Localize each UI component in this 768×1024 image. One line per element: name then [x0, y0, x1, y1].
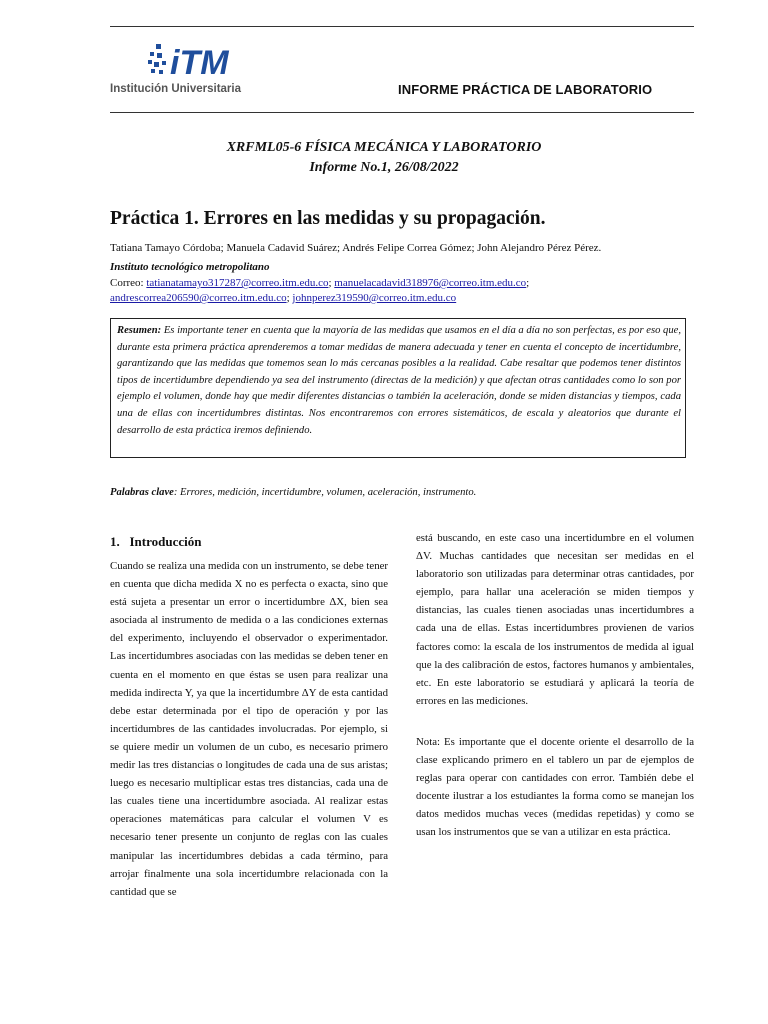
authors: Tatiana Tamayo Córdoba; Manuela Cadavid Suárez; Andrés Felipe Correa Gómez; John Alejandro Pérez Pérez.	[110, 242, 602, 254]
keywords	[110, 487, 476, 498]
report-header-title: INFORME PRÁCTICA DE LABORATORIO	[398, 82, 653, 97]
email-line-1	[110, 277, 529, 289]
abstract-label: Resumen:	[117, 325, 162, 336]
email-line-2	[110, 292, 456, 304]
email-link-3[interactable]: andrescorrea206590@correo.itm.edu.co	[110, 292, 287, 304]
note-paragraph: Nota: Es importante que el docente oriente el desarrollo de la clase explicando primero en el tablero un par de ejemplos de reglas para operar con cantidades con error. También debe el docente ilustrar a los estudiantes la forma como se manejan los datos medidos muchas veces (medidas repetidas) y como se usan los instrumentos que se van a utilizar en esta práctica.	[416, 736, 694, 839]
intro-paragraph-left: Cuando se realiza una medida con un instrumento, se debe tener en cuenta que dicha medida X no es perfecta o exacta, sino que está sujeta a presentar un error o incertidumbre ΔX, bien sea asociada al instrumento de medida o a las condiciones externas del experimento, incluyendo el observador o experimentador. Las incertidumbres asociadas con las medidas se deben tener en cuenta en el momento en que éstas se usen para realizar una medida indirecta Y, ya que la incertidumbre ΔY de esta cantidad debe estar determinada por el tipo de operación y por las incertidumbres de las cantidades involucradas. Por ejemplo, si se quiere medir un volumen de un cubo, es necesario primero medir las tres distancias o longitudes de cada una de sus aristas; luego es necesario multiplicar estas tres distancias, cada una de las cuales tiene una incertidumbre asociada. Al realizar estas operaciones matemáticas para calcular el volumen V es necesario tener presente un conjunto de reglas con las cuales manipular las incertidumbres debidas a cada término, para arrojar finalmente una sola incertidumbre relacionada con la cantidad que se	[110, 560, 388, 898]
email-separator: ;	[526, 277, 530, 289]
abstract-text	[117, 323, 681, 439]
intro-paragraph-right: está buscando, en este caso una incertidumbre en el volumen ΔV. Muchas cantidades que necesitan ser medidas en el laboratorio son utilizadas para determinar otras cantidades, por ejemplo, para hallar una aceleración se miden tiempos y distancias, las cuales tienen asociadas unas incertidumbres a cada una de ellas. Estas incertidumbres provienen de varios factores como: la escala de los instrumentos de medida al igual que la des calibración de estos, factores humanos y ambientales, etc. En este laboratorio se estudiará y aplicará la teoría de errores en las mediciones.	[416, 532, 694, 707]
email-link-1[interactable]: tatianatamayo317287@correo.itm.edu.co	[146, 277, 329, 289]
logo-caption: Institución Universitaria	[110, 83, 242, 95]
top-rule	[110, 26, 694, 27]
abstract-body: Es importante tener en cuenta que la mayoría de las medidas que usamos en el día a día no son perfectas, es por eso que, durante esta primera práctica aprenderemos a tomar medidas de manera adecuada y tener en cuenta el concepto de incertidumbre, garantizando que las medidas que tomemos sean lo más cercanas posibles a la realidad. Cabe resaltar que podemos tener distintos tipos de incertidumbre dependiendo ya sea del instrumento (directas de la medición) y que afectan otras cantidades como lo son por ejemplo el volumen, donde hay que medir diferentes distancias o también la aceleración, donde se miden distancias y tiempos, cada una de ellas con incertidumbres distintas. Nos encontraremos con errores sistemáticos, de escala y aleatorios que durante el desarrollo de esta práctica iremos definiendo.	[117, 325, 681, 436]
email-separator: ;	[286, 292, 293, 304]
report-number: Informe No.1, 26/08/2022	[309, 160, 459, 175]
itm-logo	[110, 40, 242, 100]
course-title: XRFML05-6 FÍSICA MECÁNICA Y LABORATORIO	[226, 140, 542, 155]
institute: Instituto tecnológico metropolitano	[110, 261, 270, 273]
email-link-2[interactable]: manuelacadavid318976@correo.itm.edu.co	[334, 277, 527, 289]
section-number: 1.	[110, 534, 120, 549]
email-link-4[interactable]: johnperez319590@correo.itm.edu.co	[292, 292, 457, 304]
email-separator: ;	[328, 277, 335, 289]
keywords-label: Palabras clave	[110, 487, 174, 498]
itm-logo-mark	[148, 40, 244, 82]
practice-title: Práctica 1. Errores en las medidas y su propagación.	[110, 208, 546, 229]
keywords-list: : Errores, medición, incertidumbre, volumen, aceleración, instrumento.	[173, 487, 477, 498]
abstract-box	[110, 318, 686, 458]
section-title: Introducción	[129, 534, 202, 549]
email-label: Correo:	[110, 277, 147, 289]
logo-wordmark: iTM	[170, 44, 229, 82]
section-heading	[110, 534, 202, 550]
header-rule	[110, 112, 694, 113]
